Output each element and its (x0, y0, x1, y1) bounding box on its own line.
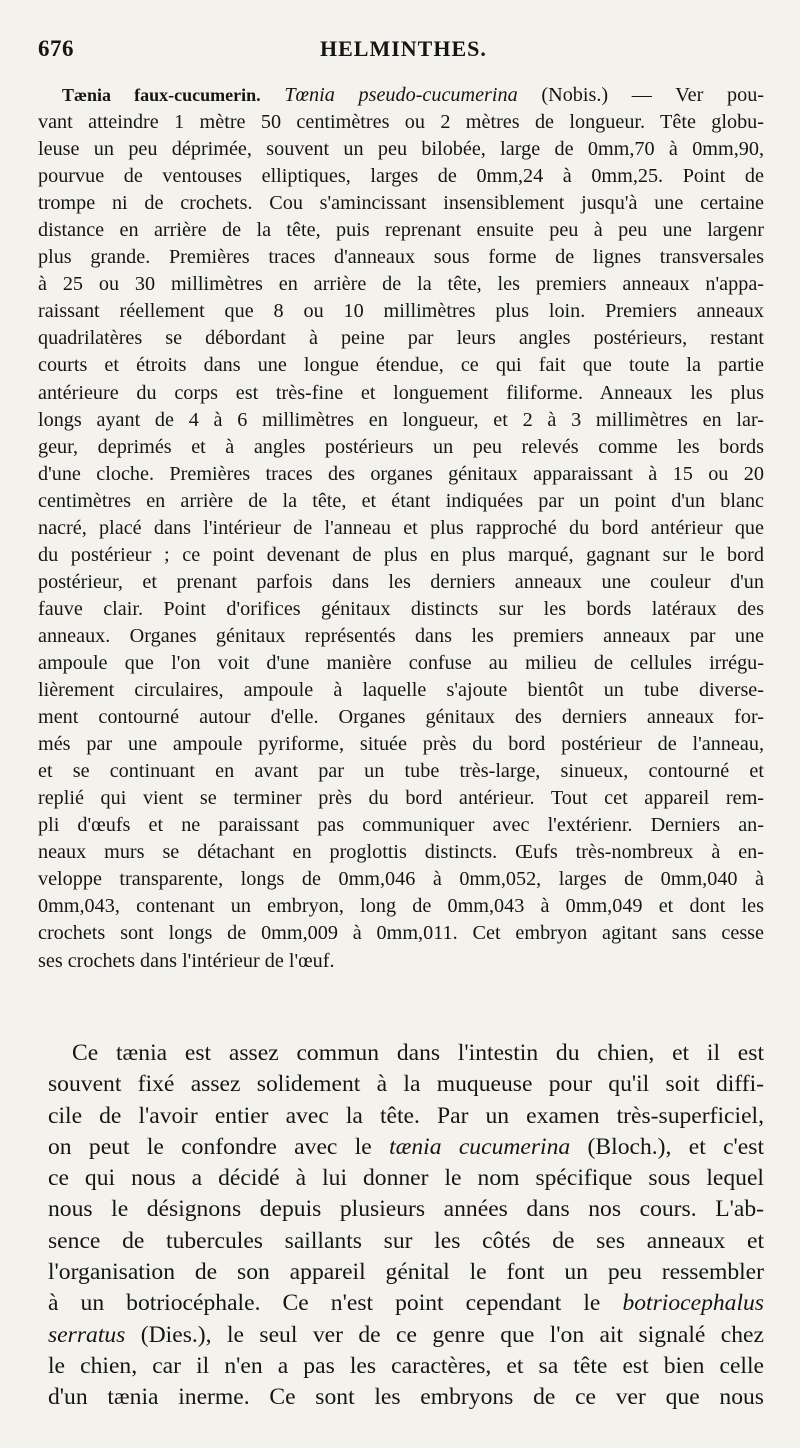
species-reference: serratus (48, 1321, 126, 1348)
description-line: leuse un peu déprimée, souvent un peu bilobée, large de 0mm,70 à 0mm,90, (38, 138, 764, 161)
paragraph-line: Ce tænia est assez commun dans l'intestin du chien, et il est (72, 1040, 764, 1066)
page-header (38, 36, 764, 66)
paragraph-line: souvent fixé assez solidement à la muqueuse pour qu'il soit diffi- (48, 1071, 764, 1098)
description-line: raissant réellement que 8 ou 10 millimètres plus loin. Premiers anneaux (38, 300, 764, 323)
paragraph-line: l'organisation de son appareil génital le font un peu ressembler (48, 1259, 764, 1286)
paragraph-line: ce qui nous a décidé à lui donner le nom spécifique sous lequel (48, 1165, 764, 1192)
description-line: ampoule que l'on voit d'une manière confuse au milieu de cellules irrégu- (38, 651, 764, 674)
paragraph-text: (Dies.), le seul ver de ce genre que l'on ait signalé chez (125, 1321, 764, 1348)
paragraph-line (48, 1320, 764, 1351)
paragraph-text: (Bloch.), et c'est (570, 1133, 764, 1160)
paragraph-line: le chien, car il n'en a pas les caractères, et sa tête est bien celle (48, 1352, 764, 1379)
page-number: 676 (38, 36, 74, 61)
description-line: distance en arrière de la tête, puis reprenant ensuite peu à peu une largenr (38, 219, 764, 242)
description-line: quadrilatères se débordant à peine par leurs angles postérieurs, restant (38, 327, 764, 350)
species-authority: (Nobis.) — Ver pou- (517, 84, 764, 106)
body-paragraph (48, 1038, 764, 1414)
description-line: ses crochets dans l'intérieur de l'œuf. (38, 949, 335, 972)
description-line: geur, deprimés et à angles postérieurs un peu relevés comme les bords (38, 435, 764, 458)
description-line: més par une ampoule pyriforme, située près du bord postérieur de l'anneau, (38, 733, 764, 756)
species-description (38, 82, 764, 975)
description-line: du postérieur ; ce point devenant de plus en plus marqué, gagnant sur le bord (38, 543, 764, 566)
description-line: centimètres en arrière de la tête, et étant indiquées par un point d'un blanc (38, 489, 764, 512)
description-line: crochets sont longs de 0mm,009 à 0mm,011. Cet embryon agitant sans cesse (38, 922, 764, 945)
description-line: anneaux. Organes génitaux représentés dans les premiers anneaux par une (38, 624, 764, 647)
description-line: courts et étroits dans une longue étendue, ce qui fait que toute la partie (38, 354, 764, 377)
running-title: HELMINTHES. (320, 36, 487, 61)
description-line: postérieur, et prenant parfois dans les derniers anneaux une couleur d'un (38, 570, 764, 593)
description-line: d'une cloche. Premières traces des organes génitaux apparaissant à 15 ou 20 (38, 462, 764, 485)
description-line: longs ayant de 4 à 6 millimètres en longueur, et 2 à 3 millimètres en lar- (38, 408, 764, 431)
species-reference: tænia cucumerina (389, 1133, 571, 1160)
description-line: plus grande. Premières traces d'anneaux sous forme de lignes transversales (38, 246, 764, 269)
paragraph-line: cile de l'avoir entier avec la tête. Par un examen très-superficiel, (48, 1102, 764, 1129)
description-first-line (38, 82, 764, 109)
paragraph-line: nous le désignons depuis plusieurs années dans nos cours. L'ab- (48, 1196, 764, 1223)
description-line: et se continuant en avant par un tube très-large, sinueux, contourné et (38, 760, 764, 783)
description-line: lièrement circulaires, ampoule à laquelle s'ajoute bientôt un tube diverse- (38, 679, 764, 702)
description-line: antérieure du corps est très-fine et longuement filiforme. Anneaux les plus (38, 381, 764, 404)
description-line: nacré, placé dans l'intérieur de l'anneau et plus rapproché du bord antérieur que (38, 516, 764, 539)
description-line: replié qui vient se terminer près du bord antérieur. Tout cet appareil rem- (38, 787, 764, 810)
description-line: à 25 ou 30 millimètres en arrière de la tête, les premiers anneaux n'appa- (38, 273, 764, 296)
species-reference: botriocephalus (622, 1290, 764, 1317)
description-line: 0mm,043, contenant un embryon, long de 0mm,043 à 0mm,049 et dont les (38, 895, 764, 918)
description-line: neaux murs se détachant en proglottis distincts. Œufs très-nombreux à en- (38, 841, 764, 864)
paragraph-line: d'un tænia inerme. Ce sont les embryons de ce ver que nous (48, 1384, 764, 1411)
description-line: fauve clair. Point d'orifices génitaux distincts sur les bords latéraux des (38, 597, 764, 620)
paragraph-text: à un botriocéphale. Ce n'est point cependant le (48, 1290, 623, 1317)
species-common-name: Tænia faux-cucumerin. (62, 85, 261, 105)
species-latin-name: Tœnia pseudo-cucumerina (284, 84, 518, 106)
paragraph-line (48, 1132, 764, 1163)
paragraph-line: sence de tubercules saillants sur les côtés de ses anneaux et (48, 1227, 764, 1254)
description-line: pli d'œufs et ne paraissant pas communiquer avec l'extérienr. Derniers an- (38, 814, 764, 837)
description-line: ment contourné autour d'elle. Organes génitaux des derniers anneaux for- (38, 706, 764, 729)
description-line: trompe ni de crochets. Cou s'amincissant insensiblement jusqu'à une certaine (38, 192, 764, 215)
description-line: vant atteindre 1 mètre 50 centimètres ou 2 mètres de longueur. Tête globu- (38, 111, 764, 134)
description-line: veloppe transparente, longs de 0mm,046 à 0mm,052, larges de 0mm,040 à (38, 868, 764, 891)
paragraph-text: on peut le confondre avec le (48, 1133, 390, 1160)
description-line: pourvue de ventouses elliptiques, larges de 0mm,24 à 0mm,25. Point de (38, 165, 764, 188)
paragraph-line (48, 1288, 764, 1319)
